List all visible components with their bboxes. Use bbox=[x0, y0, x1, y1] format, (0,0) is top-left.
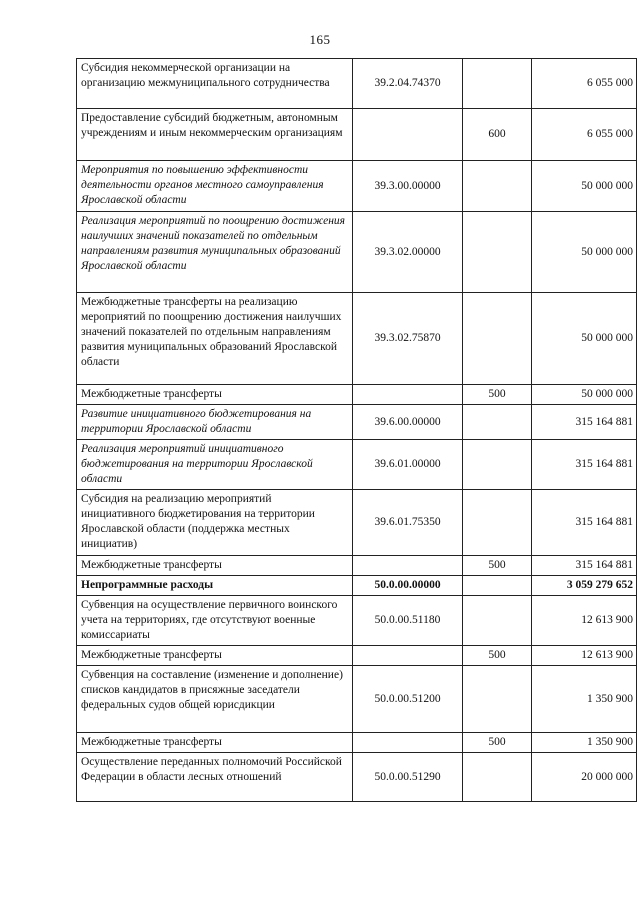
row-name-cell: Субвенция на осуществление первичного воинского учета на территориях, где отсутствуют военные комиссариаты bbox=[77, 596, 353, 646]
row-code-cell bbox=[353, 109, 463, 161]
row-name-cell: Мероприятия по повышению эффективности деятельности органов местного самоуправления Ярославской области bbox=[77, 161, 353, 212]
table-row bbox=[77, 576, 637, 596]
row-code-cell: 39.3.00.00000 bbox=[353, 161, 463, 212]
row-expense-type-cell bbox=[463, 405, 532, 440]
row-name-cell: Осуществление переданных полномочий Российской Федерации в области лесных отношений bbox=[77, 753, 353, 802]
table-row bbox=[77, 753, 637, 802]
row-amount-cell: 315 164 881 bbox=[532, 490, 637, 556]
table-row bbox=[77, 109, 637, 161]
table-row bbox=[77, 596, 637, 646]
row-expense-type-cell bbox=[463, 440, 532, 490]
row-code-cell: 50.0.00.00000 bbox=[353, 576, 463, 596]
budget-table-body bbox=[77, 59, 637, 802]
budget-table bbox=[76, 58, 637, 802]
row-expense-type-cell bbox=[463, 161, 532, 212]
row-expense-type-cell: 500 bbox=[463, 733, 532, 753]
row-code-cell: 50.0.00.51200 bbox=[353, 666, 463, 733]
row-amount-cell: 3 059 279 652 bbox=[532, 576, 637, 596]
table-row bbox=[77, 293, 637, 385]
row-expense-type-cell bbox=[463, 576, 532, 596]
row-code-cell bbox=[353, 556, 463, 576]
table-row bbox=[77, 733, 637, 753]
row-name-cell: Субсидия на реализацию мероприятий инициативного бюджетирования на территории Ярославской области (поддержка местных инициатив) bbox=[77, 490, 353, 556]
table-row bbox=[77, 666, 637, 733]
row-code-cell: 39.6.01.75350 bbox=[353, 490, 463, 556]
row-name-cell: Межбюджетные трансферты bbox=[77, 556, 353, 576]
row-name-cell: Субвенция на составление (изменение и дополнение) списков кандидатов в присяжные заседатели федеральных судов общей юрисдикции bbox=[77, 666, 353, 733]
row-amount-cell: 6 055 000 bbox=[532, 59, 637, 109]
row-amount-cell: 315 164 881 bbox=[532, 405, 637, 440]
row-amount-cell: 50 000 000 bbox=[532, 385, 637, 405]
row-code-cell: 50.0.00.51290 bbox=[353, 753, 463, 802]
row-code-cell: 50.0.00.51180 bbox=[353, 596, 463, 646]
row-name-cell: Непрограммные расходы bbox=[77, 576, 353, 596]
row-amount-cell: 12 613 900 bbox=[532, 596, 637, 646]
row-expense-type-cell bbox=[463, 753, 532, 802]
row-code-cell: 39.3.02.00000 bbox=[353, 212, 463, 293]
row-amount-cell: 50 000 000 bbox=[532, 293, 637, 385]
row-expense-type-cell: 500 bbox=[463, 556, 532, 576]
row-expense-type-cell bbox=[463, 596, 532, 646]
table-row bbox=[77, 385, 637, 405]
row-name-cell: Межбюджетные трансферты bbox=[77, 385, 353, 405]
row-expense-type-cell: 500 bbox=[463, 646, 532, 666]
row-amount-cell: 12 613 900 bbox=[532, 646, 637, 666]
row-amount-cell: 315 164 881 bbox=[532, 556, 637, 576]
row-name-cell: Реализация мероприятий по поощрению достижения наилучших значений показателей по отдельным направлениям развития муниципальных образований Ярославской области bbox=[77, 212, 353, 293]
row-expense-type-cell: 500 bbox=[463, 385, 532, 405]
row-name-cell: Межбюджетные трансферты bbox=[77, 733, 353, 753]
row-code-cell: 39.6.01.00000 bbox=[353, 440, 463, 490]
table-row bbox=[77, 161, 637, 212]
row-expense-type-cell: 600 bbox=[463, 109, 532, 161]
row-expense-type-cell bbox=[463, 212, 532, 293]
table-row bbox=[77, 556, 637, 576]
row-code-cell: 39.6.00.00000 bbox=[353, 405, 463, 440]
row-amount-cell: 6 055 000 bbox=[532, 109, 637, 161]
row-code-cell: 39.2.04.74370 bbox=[353, 59, 463, 109]
row-amount-cell: 315 164 881 bbox=[532, 440, 637, 490]
table-row bbox=[77, 440, 637, 490]
table-row bbox=[77, 490, 637, 556]
row-name-cell: Субсидия некоммерческой организации на организацию межмуниципального сотрудничества bbox=[77, 59, 353, 109]
row-expense-type-cell bbox=[463, 666, 532, 733]
page-number: 165 bbox=[309, 32, 331, 47]
row-code-cell bbox=[353, 733, 463, 753]
row-expense-type-cell bbox=[463, 490, 532, 556]
row-amount-cell: 20 000 000 bbox=[532, 753, 637, 802]
row-expense-type-cell bbox=[463, 293, 532, 385]
row-name-cell: Межбюджетные трансферты на реализацию мероприятий по поощрению достижения наилучших значений показателей по отдельным направлениям развития муниципальных образований Ярославской области bbox=[77, 293, 353, 385]
table-row bbox=[77, 405, 637, 440]
table-row bbox=[77, 59, 637, 109]
row-code-cell bbox=[353, 646, 463, 666]
row-amount-cell: 1 350 900 bbox=[532, 733, 637, 753]
row-name-cell: Межбюджетные трансферты bbox=[77, 646, 353, 666]
row-name-cell: Предоставление субсидий бюджетным, автономным учреждениям и иным некоммерческим организациям bbox=[77, 109, 353, 161]
row-amount-cell: 50 000 000 bbox=[532, 161, 637, 212]
row-code-cell: 39.3.02.75870 bbox=[353, 293, 463, 385]
row-name-cell: Реализация мероприятий инициативного бюджетирования на территории Ярославской области bbox=[77, 440, 353, 490]
table-row bbox=[77, 646, 637, 666]
row-amount-cell: 50 000 000 bbox=[532, 212, 637, 293]
table-row bbox=[77, 212, 637, 293]
row-amount-cell: 1 350 900 bbox=[532, 666, 637, 733]
row-code-cell bbox=[353, 385, 463, 405]
row-name-cell: Развитие инициативного бюджетирования на территории Ярославской области bbox=[77, 405, 353, 440]
row-expense-type-cell bbox=[463, 59, 532, 109]
